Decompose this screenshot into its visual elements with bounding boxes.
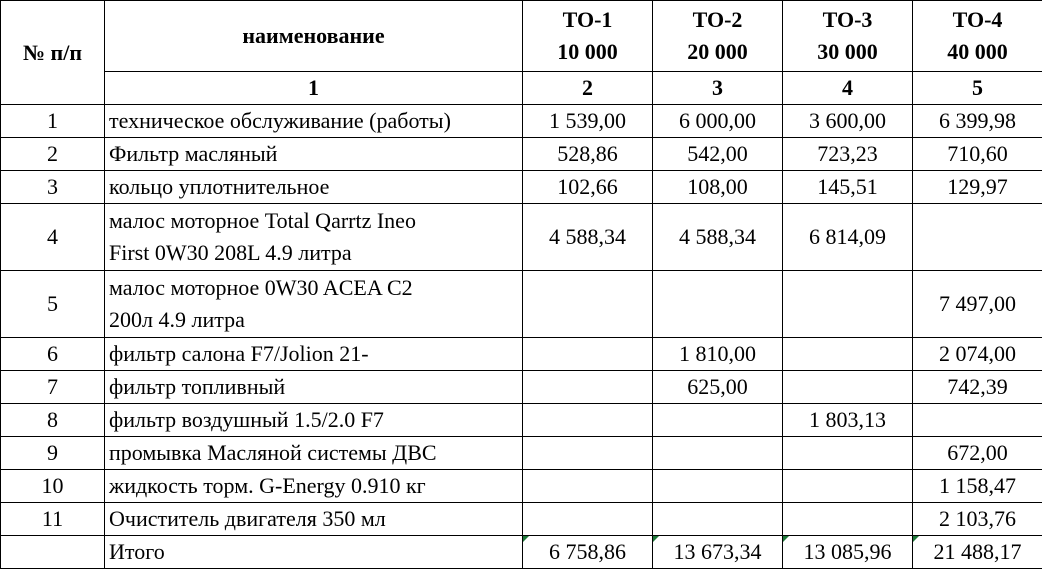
to4-value-cell[interactable]: 672,00 (913, 437, 1042, 470)
item-name-line-1: малос моторное Total Qarrtz Ineo (109, 208, 416, 233)
item-name-cell[interactable]: промывка Масляной системы ДВС (105, 437, 523, 470)
to1-value-cell[interactable] (523, 470, 653, 503)
to3-value-cell[interactable]: 1 803,13 (783, 404, 913, 437)
item-name-cell[interactable]: фильтр топливный (105, 371, 523, 404)
row-number-cell[interactable]: 6 (1, 338, 105, 371)
to1-value-cell[interactable] (523, 371, 653, 404)
header-to2-title: ТО-2 (692, 7, 743, 32)
header-to1-title: ТО-1 (562, 7, 613, 32)
to1-value-cell[interactable] (523, 271, 653, 338)
to3-value-cell[interactable]: 145,51 (783, 171, 913, 204)
row-number-cell[interactable]: 4 (1, 204, 105, 271)
header-to1-mileage: 10 000 (557, 39, 618, 64)
table-row (1, 338, 1042, 371)
to3-value-cell[interactable] (783, 503, 913, 536)
to3-value-cell[interactable] (783, 470, 913, 503)
total-to2-cell[interactable]: 13 673,34 (653, 536, 783, 569)
to4-value-cell[interactable]: 1 158,47 (913, 470, 1042, 503)
header-to3-cell[interactable] (783, 1, 913, 72)
to2-value-cell[interactable] (653, 437, 783, 470)
row-number-cell[interactable]: 10 (1, 470, 105, 503)
header-to3-mileage: 30 000 (817, 39, 878, 64)
to2-value-cell[interactable] (653, 503, 783, 536)
row-number-cell[interactable]: 5 (1, 271, 105, 338)
item-name-cell[interactable]: жидкость торм. G-Energy 0.910 кг (105, 470, 523, 503)
row-number-cell[interactable]: 3 (1, 171, 105, 204)
header-to4-cell[interactable] (913, 1, 1042, 72)
total-to1-cell[interactable]: 6 758,86 (523, 536, 653, 569)
row-number-cell[interactable]: 2 (1, 138, 105, 171)
to2-value-cell[interactable] (653, 470, 783, 503)
row-number-cell[interactable]: 8 (1, 404, 105, 437)
to1-value-cell[interactable] (523, 338, 653, 371)
to2-value-cell[interactable]: 4 588,34 (653, 204, 783, 271)
table-row (1, 138, 1042, 171)
to4-value-cell[interactable] (913, 204, 1042, 271)
to2-value-cell[interactable]: 6 000,00 (653, 105, 783, 138)
row-number-cell[interactable]: 11 (1, 503, 105, 536)
item-name-cell[interactable]: фильтр салона F7/Jolion 21- (105, 338, 523, 371)
table-row (1, 105, 1042, 138)
index-cell-to1[interactable]: 2 (523, 72, 653, 105)
total-number-cell[interactable] (1, 536, 105, 569)
table-row (1, 171, 1042, 204)
item-name-cell[interactable]: кольцо уплотнительное (105, 171, 523, 204)
to4-value-cell[interactable]: 2 074,00 (913, 338, 1042, 371)
to2-value-cell[interactable]: 542,00 (653, 138, 783, 171)
row-number-cell[interactable]: 7 (1, 371, 105, 404)
table-row (1, 271, 1042, 338)
item-name-cell[interactable]: фильтр воздушный 1.5/2.0 F7 (105, 404, 523, 437)
to1-value-cell[interactable]: 4 588,34 (523, 204, 653, 271)
header-to4-title: ТО-4 (952, 7, 1003, 32)
header-to4-mileage: 40 000 (947, 39, 1008, 64)
to4-value-cell[interactable]: 6 399,98 (913, 105, 1042, 138)
row-number-cell[interactable]: 1 (1, 105, 105, 138)
to3-value-cell[interactable] (783, 371, 913, 404)
to1-value-cell[interactable] (523, 503, 653, 536)
header-name-cell[interactable] (105, 1, 523, 72)
header-row (1, 1, 1042, 72)
index-cell-name[interactable]: 1 (105, 72, 523, 105)
to3-value-cell[interactable]: 6 814,09 (783, 204, 913, 271)
to3-value-cell[interactable]: 3 600,00 (783, 105, 913, 138)
header-to2-mileage: 20 000 (687, 39, 748, 64)
header-name-label: наименование (242, 23, 385, 48)
header-to1-cell[interactable] (523, 1, 653, 72)
to2-value-cell[interactable] (653, 404, 783, 437)
to1-value-cell[interactable]: 102,66 (523, 171, 653, 204)
item-name-line-2: 200л 4.9 литра (109, 307, 245, 332)
to4-value-cell[interactable]: 7 497,00 (913, 271, 1042, 338)
to2-value-cell[interactable]: 1 810,00 (653, 338, 783, 371)
table-row (1, 371, 1042, 404)
to3-value-cell[interactable] (783, 338, 913, 371)
table-row (1, 503, 1042, 536)
to2-value-cell[interactable] (653, 271, 783, 338)
to1-value-cell[interactable] (523, 437, 653, 470)
to2-value-cell[interactable]: 108,00 (653, 171, 783, 204)
header-index-row (1, 72, 1042, 105)
item-name-cell[interactable]: Фильтр масляный (105, 138, 523, 171)
header-to2-cell[interactable] (653, 1, 783, 72)
item-name-line-2: First 0W30 208L 4.9 литра (109, 240, 352, 265)
to3-value-cell[interactable] (783, 271, 913, 338)
header-to3-title: ТО-3 (822, 7, 873, 32)
to3-value-cell[interactable]: 723,23 (783, 138, 913, 171)
index-cell-to4[interactable]: 5 (913, 72, 1042, 105)
total-label-cell[interactable]: Итого (105, 536, 523, 569)
item-name-cell[interactable]: Очиститель двигателя 350 мл (105, 503, 523, 536)
table-row (1, 437, 1042, 470)
total-row (1, 536, 1042, 569)
to2-value-cell[interactable]: 625,00 (653, 371, 783, 404)
row-number-cell[interactable]: 9 (1, 437, 105, 470)
item-name-cell[interactable]: техническое обслуживание (работы) (105, 105, 523, 138)
to1-value-cell[interactable] (523, 404, 653, 437)
table-row (1, 204, 1042, 271)
item-name-cell[interactable] (105, 204, 523, 271)
item-name-cell[interactable] (105, 271, 523, 338)
to3-value-cell[interactable] (783, 437, 913, 470)
item-name-line-1: малос моторное 0W30 ACEA C2 (109, 275, 413, 300)
index-cell-to2[interactable]: 3 (653, 72, 783, 105)
to4-value-cell[interactable]: 129,97 (913, 171, 1042, 204)
header-num-cell[interactable] (1, 1, 105, 105)
to4-value-cell[interactable]: 742,39 (913, 371, 1042, 404)
table-row (1, 470, 1042, 503)
to4-value-cell[interactable] (913, 404, 1042, 437)
to1-value-cell[interactable]: 528,86 (523, 138, 653, 171)
to4-value-cell[interactable]: 2 103,76 (913, 503, 1042, 536)
to1-value-cell[interactable]: 1 539,00 (523, 105, 653, 138)
total-to4-cell[interactable]: 21 488,17 (913, 536, 1042, 569)
header-num-label: № п/п (22, 39, 83, 65)
table-row (1, 404, 1042, 437)
total-to3-cell[interactable]: 13 085,96 (783, 536, 913, 569)
index-cell-to3[interactable]: 4 (783, 72, 913, 105)
to4-value-cell[interactable]: 710,60 (913, 138, 1042, 171)
